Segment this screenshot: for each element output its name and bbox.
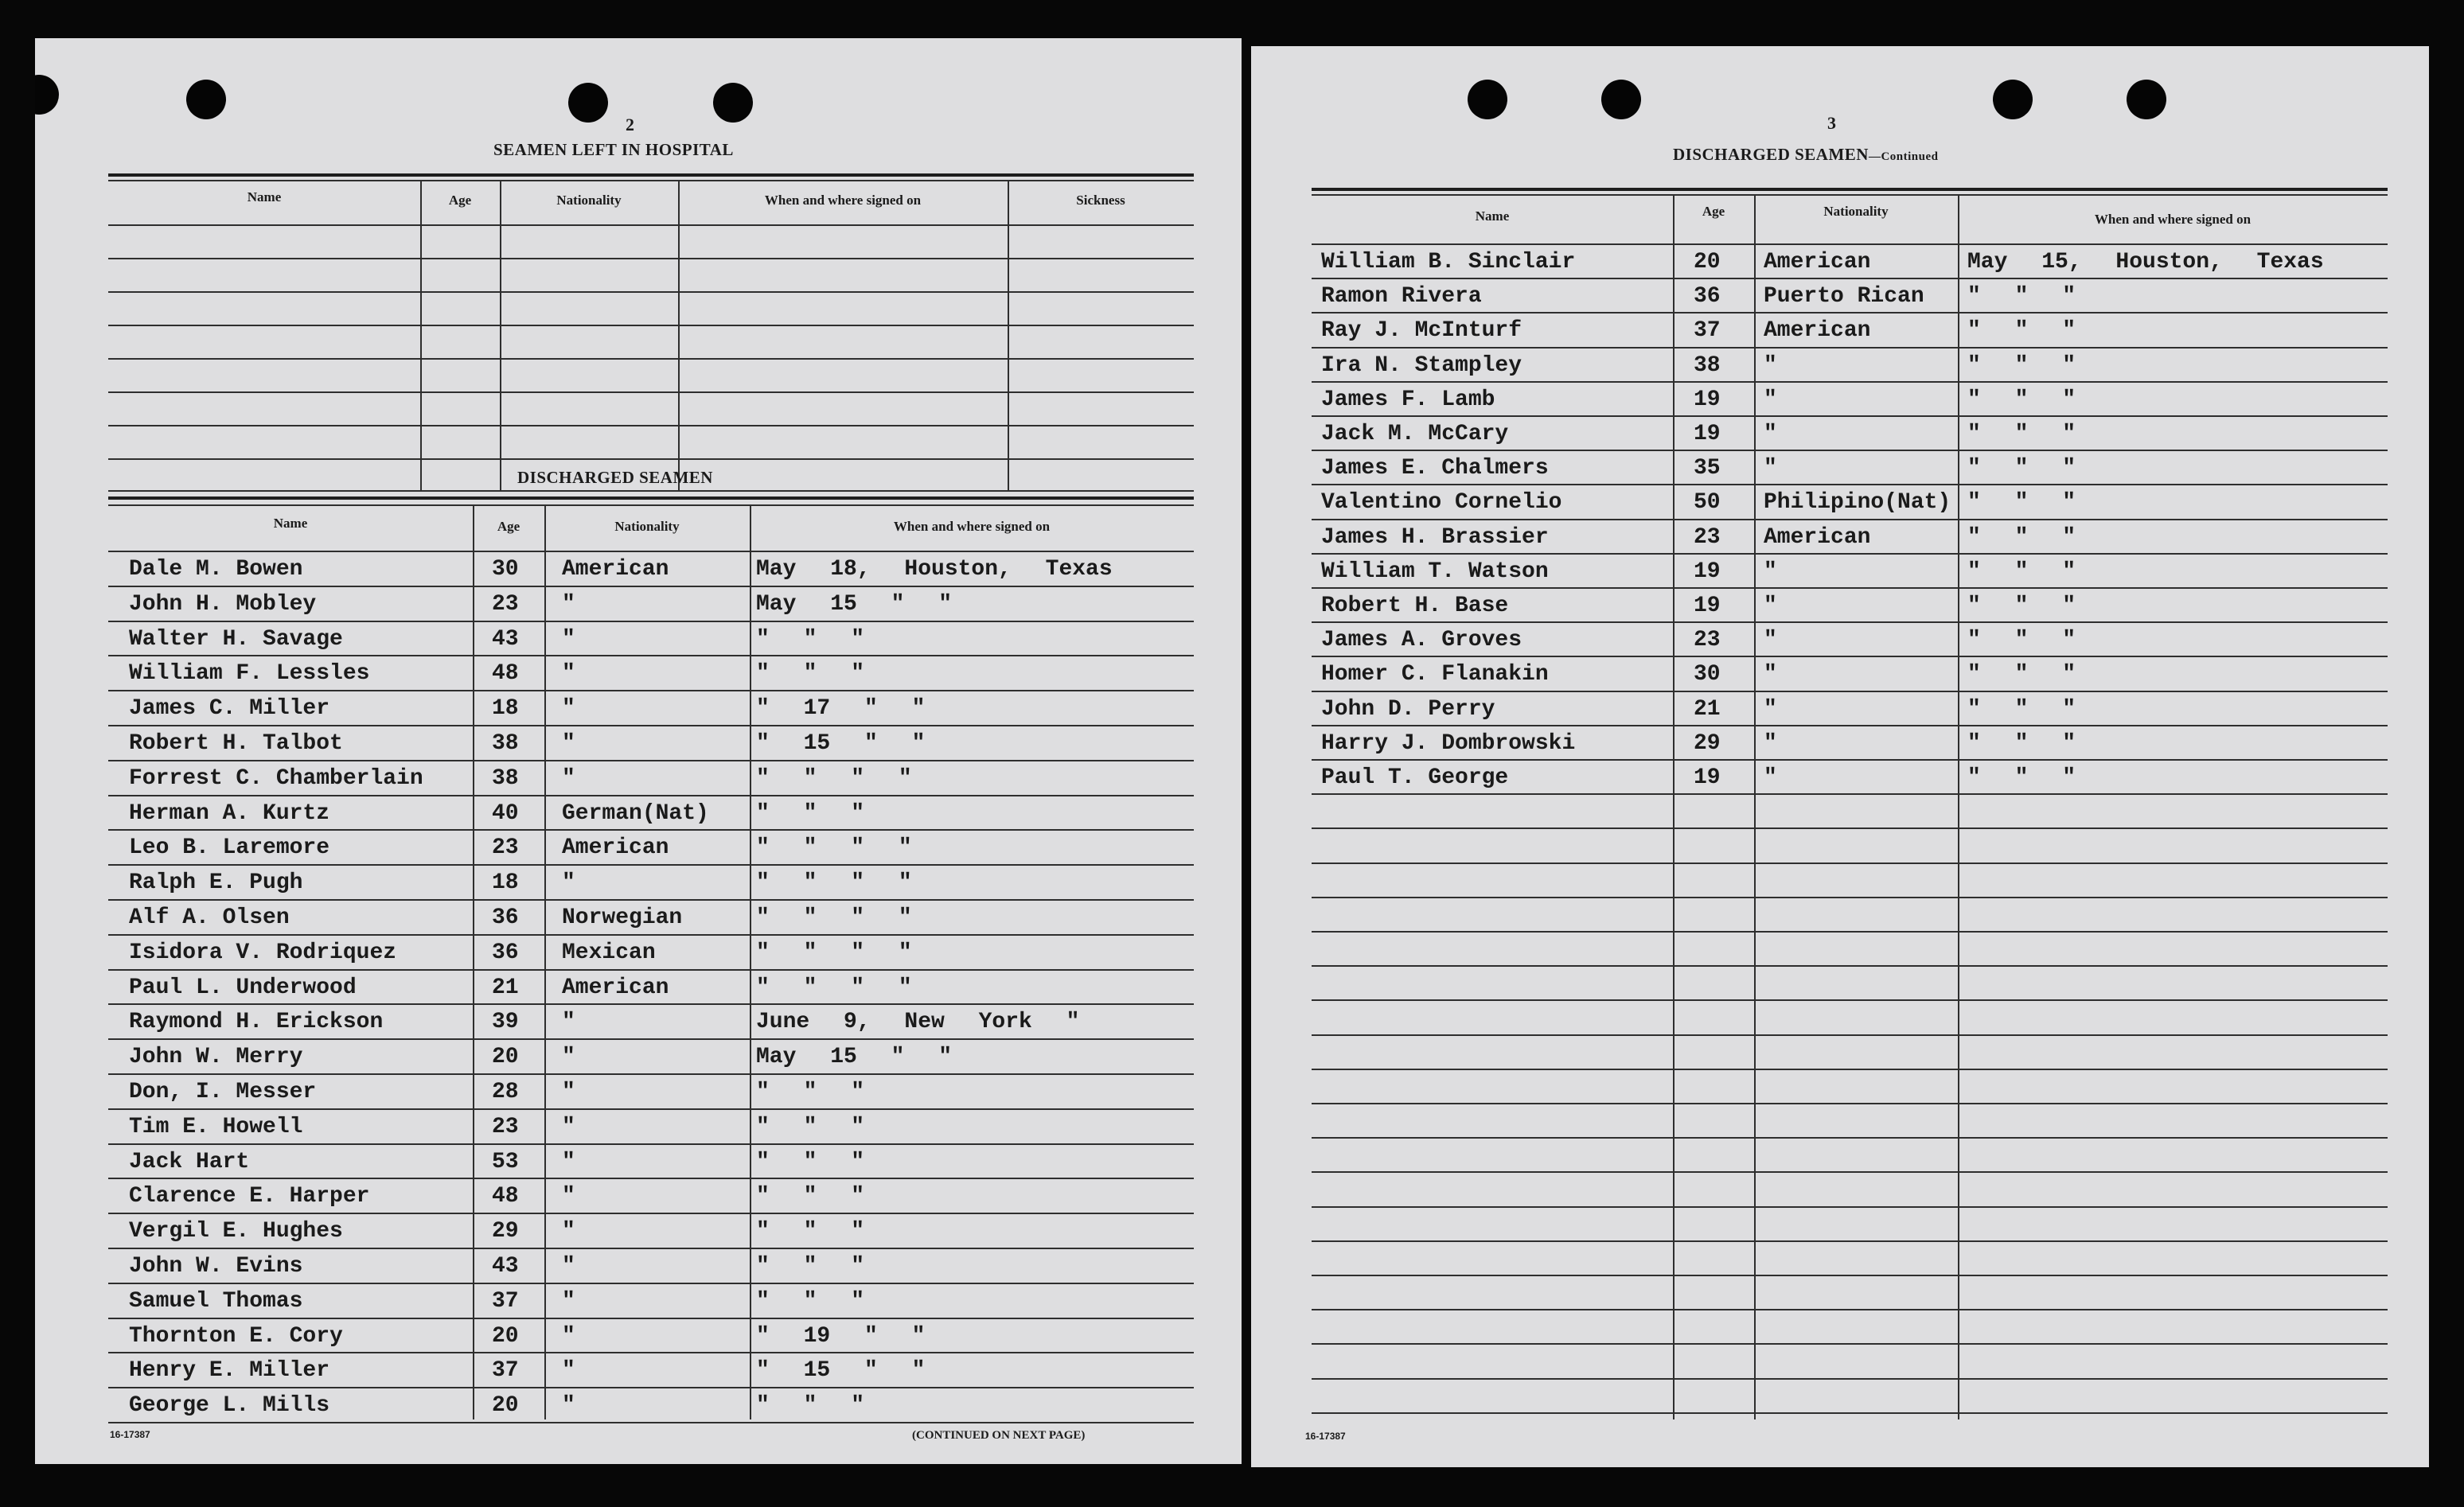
seaman-age: 19 [1694, 594, 1721, 618]
form-number: 16-17387 [1305, 1431, 1346, 1442]
discharged-section-title: DISCHARGED SEAMEN [517, 468, 713, 487]
section-title-suffix: —Continued [1868, 150, 1939, 163]
seaman-age: 40 [492, 800, 519, 826]
seaman-age: 36 [1694, 284, 1721, 310]
seaman-name: Henry E. Miller [129, 1358, 330, 1384]
seaman-signed-on: " " " [756, 1149, 865, 1174]
col-header-age: Age [497, 519, 520, 534]
seaman-age: 37 [492, 1288, 519, 1314]
seaman-signed-on: " 17 " " [756, 696, 926, 722]
seaman-signed-on: " " " [756, 800, 865, 826]
seaman-age: 43 [492, 1254, 519, 1279]
seaman-age: 29 [1694, 730, 1721, 756]
seaman-nationality: " [1764, 765, 1777, 790]
seaman-nationality: " [562, 1393, 575, 1419]
seaman-name: Tim E. Howell [129, 1114, 303, 1139]
seaman-name: John D. Perry [1321, 696, 1495, 722]
col-header-age: Age [1702, 204, 1725, 219]
seaman-name: James H. Brassier [1321, 524, 1549, 550]
seaman-signed-on: " " " [1967, 696, 2076, 722]
seaman-age: 38 [492, 765, 519, 791]
seaman-signed-on: " " " " [756, 905, 912, 930]
seaman-age: 19 [1694, 559, 1721, 584]
punch-hole-icon [186, 80, 226, 119]
seaman-nationality: " [1764, 730, 1777, 756]
seaman-signed-on: " " " [1967, 730, 2076, 756]
seaman-age: 23 [1694, 524, 1721, 550]
seaman-nationality: German(Nat) [562, 800, 709, 826]
seaman-age: 19 [1694, 422, 1721, 446]
seaman-age: 30 [492, 557, 519, 582]
section-title-main: DISCHARGED SEAMEN [1673, 145, 1869, 164]
seaman-nationality: " [562, 1254, 575, 1279]
seaman-signed-on: " " " [1967, 490, 2076, 516]
seaman-signed-on: " " " [1967, 765, 2076, 790]
seaman-nationality: " [1764, 662, 1777, 687]
col-header-name: Name [273, 516, 308, 531]
seaman-name: Alf A. Olsen [129, 905, 290, 930]
seaman-age: 20 [492, 1393, 519, 1419]
seaman-nationality: " [562, 696, 575, 722]
seaman-name: William B. Sinclair [1321, 250, 1576, 275]
continued-note: (CONTINUED ON NEXT PAGE) [912, 1429, 1086, 1442]
seaman-age: 35 [1694, 456, 1721, 481]
seaman-signed-on: " " " [1967, 628, 2076, 653]
seaman-age: 20 [1694, 250, 1721, 275]
seaman-age: 48 [492, 1184, 519, 1209]
seaman-name: Harry J. Dombrowski [1321, 730, 1576, 756]
seaman-name: James A. Groves [1321, 628, 1522, 653]
seaman-nationality: " [1764, 456, 1777, 481]
seaman-nationality: " [562, 591, 575, 617]
seaman-name: Robert H. Talbot [129, 731, 343, 756]
seaman-age: 36 [492, 940, 519, 965]
seaman-signed-on: " " " [756, 1114, 865, 1139]
seaman-signed-on: " 19 " " [756, 1323, 926, 1349]
col-header-nationality: Nationality [556, 193, 622, 208]
seaman-name: Clarence E. Harper [129, 1184, 370, 1209]
seaman-signed-on: " " " [1967, 524, 2076, 550]
seaman-nationality: American [562, 835, 669, 861]
seaman-name: Raymond H. Erickson [129, 1010, 384, 1035]
seaman-nationality: Philipino(Nat) [1764, 490, 1951, 516]
hospital-section-title: SEAMEN LEFT IN HOSPITAL [493, 140, 734, 159]
seaman-age: 48 [492, 661, 519, 687]
seaman-signed-on: " " " [756, 1288, 865, 1314]
seaman-age: 28 [492, 1080, 519, 1104]
seaman-name: John W. Evins [129, 1254, 303, 1279]
seaman-name: Don, I. Messer [129, 1080, 317, 1104]
seaman-age: 38 [1694, 352, 1721, 378]
seaman-name: Herman A. Kurtz [129, 800, 330, 826]
seaman-signed-on: " " " [1967, 284, 2076, 310]
seaman-name: Samuel Thomas [129, 1288, 303, 1314]
seaman-signed-on: " " " [1967, 318, 2076, 344]
seaman-signed-on: " 15 " " [756, 1358, 926, 1384]
seaman-name: William T. Watson [1321, 559, 1549, 584]
seaman-name: Jack Hart [129, 1149, 250, 1174]
seaman-name: James E. Chalmers [1321, 456, 1549, 481]
seaman-name: John H. Mobley [129, 591, 317, 617]
seaman-signed-on: " " " " [756, 975, 912, 1000]
right-page [1251, 46, 2429, 1467]
seaman-nationality: " [1764, 696, 1777, 722]
col-header-signed-on: When and where signed on [764, 193, 922, 208]
seaman-name: Jack M. McCary [1321, 422, 1509, 446]
seaman-signed-on: June 9, New York " [756, 1010, 1080, 1035]
seaman-age: 20 [492, 1323, 519, 1349]
seaman-signed-on: " " " [1967, 559, 2076, 584]
page-number: 3 [1827, 113, 1836, 133]
punch-hole-icon [713, 83, 753, 123]
seaman-nationality: " [562, 765, 575, 791]
seaman-name: Isidora V. Rodriquez [129, 940, 397, 965]
seaman-name: Dale M. Bowen [129, 557, 303, 582]
seaman-name: Walter H. Savage [129, 626, 343, 652]
seaman-signed-on: " " " [756, 1254, 865, 1279]
seaman-signed-on: " " " [1967, 387, 2076, 412]
seaman-signed-on: " " " [1967, 352, 2076, 378]
left-page [35, 38, 1242, 1464]
seaman-nationality: " [562, 1323, 575, 1349]
seaman-signed-on: " " " [1967, 456, 2076, 481]
seaman-name: Forrest C. Chamberlain [129, 765, 423, 791]
seaman-nationality: " [562, 870, 575, 896]
seaman-age: 39 [492, 1010, 519, 1035]
seaman-nationality: " [1764, 594, 1777, 618]
seaman-nationality: Puerto Rican [1764, 284, 1924, 310]
seaman-signed-on: " " " [1967, 662, 2076, 687]
seaman-age: 20 [492, 1045, 519, 1070]
seaman-signed-on: " " " [756, 1219, 865, 1244]
seaman-nationality: " [1764, 628, 1777, 653]
punch-hole-icon [1601, 80, 1641, 119]
seaman-name: Paul T. George [1321, 765, 1509, 790]
seaman-nationality: American [1764, 524, 1871, 550]
seaman-nationality: " [562, 661, 575, 687]
seaman-nationality: American [562, 557, 669, 582]
seaman-age: 18 [492, 870, 519, 896]
seaman-name: Ray J. McInturf [1321, 318, 1522, 344]
seaman-age: 53 [492, 1149, 519, 1174]
seaman-nationality: American [1764, 318, 1871, 344]
seaman-name: Ramon Rivera [1321, 284, 1482, 310]
seaman-age: 19 [1694, 387, 1721, 412]
page-number: 2 [626, 115, 634, 134]
seaman-nationality: " [562, 1149, 575, 1174]
seaman-nationality: Mexican [562, 940, 656, 965]
col-header-age: Age [448, 193, 472, 208]
seaman-name: Robert H. Base [1321, 594, 1509, 618]
seaman-nationality: " [562, 1010, 575, 1035]
seaman-nationality: American [562, 975, 669, 1000]
seaman-name: Ralph E. Pugh [129, 870, 303, 896]
seaman-age: 18 [492, 696, 519, 722]
seaman-nationality: " [562, 1184, 575, 1209]
seaman-nationality: " [562, 1114, 575, 1139]
seaman-age: 43 [492, 626, 519, 652]
seaman-age: 30 [1694, 662, 1721, 687]
seaman-nationality: " [1764, 422, 1777, 446]
seaman-signed-on: " " " " [756, 940, 912, 965]
seaman-name: Paul L. Underwood [129, 975, 357, 1000]
punch-hole-icon [35, 75, 59, 115]
seaman-nationality: " [1764, 352, 1777, 378]
seaman-nationality: " [562, 731, 575, 756]
seaman-nationality: " [1764, 387, 1777, 412]
col-header-name: Name [247, 189, 282, 204]
seaman-nationality: " [562, 1080, 575, 1104]
seaman-age: 23 [492, 835, 519, 861]
punch-hole-icon [2127, 80, 2166, 119]
seaman-signed-on: " " " [756, 1393, 865, 1419]
seaman-age: 37 [492, 1358, 519, 1384]
seaman-signed-on: May 18, Houston, Texas [756, 557, 1113, 582]
seaman-nationality: " [562, 1288, 575, 1314]
seaman-name: Valentino Cornelio [1321, 490, 1562, 516]
seaman-name: Homer C. Flanakin [1321, 662, 1549, 687]
seaman-signed-on: " " " [756, 661, 865, 687]
seaman-nationality: Norwegian [562, 905, 683, 930]
seaman-nationality: " [562, 626, 575, 652]
seaman-age: 21 [1694, 696, 1721, 722]
seaman-signed-on: " " " " [756, 765, 912, 791]
seaman-name: Leo B. Laremore [129, 835, 330, 861]
punch-hole-icon [1468, 80, 1507, 119]
section-title [1673, 145, 1938, 165]
seaman-signed-on: " 15 " " [756, 731, 926, 756]
punch-hole-icon [568, 83, 608, 123]
seaman-age: 50 [1694, 490, 1721, 516]
col-header-nationality: Nationality [614, 519, 680, 534]
col-header-signed-on: When and where signed on [2094, 212, 2252, 227]
seaman-signed-on: May 15, Houston, Texas [1967, 250, 2324, 275]
seaman-signed-on: " " " [1967, 594, 2076, 618]
seaman-name: John W. Merry [129, 1045, 303, 1070]
seaman-nationality: " [562, 1358, 575, 1384]
col-header-nationality: Nationality [1823, 204, 1889, 219]
seaman-age: 23 [1694, 628, 1721, 653]
seaman-name: William F. Lessles [129, 661, 370, 687]
col-header-name: Name [1475, 208, 1510, 224]
seaman-signed-on: " " " [756, 626, 865, 652]
seaman-name: James F. Lamb [1321, 387, 1495, 412]
col-header-signed-on: When and where signed on [893, 519, 1051, 534]
seaman-signed-on: " " " " [756, 870, 912, 896]
form-number: 16-17387 [110, 1429, 150, 1440]
seaman-nationality: " [562, 1045, 575, 1070]
seaman-name: Vergil E. Hughes [129, 1219, 343, 1244]
seaman-age: 21 [492, 975, 519, 1000]
seaman-signed-on: " " " [756, 1080, 865, 1104]
seaman-name: Ira N. Stampley [1321, 352, 1522, 378]
seaman-age: 23 [492, 591, 519, 617]
seaman-signed-on: " " " " [756, 835, 912, 861]
seaman-signed-on: " " " [1967, 422, 2076, 446]
seaman-nationality: American [1764, 250, 1871, 275]
seaman-age: 36 [492, 905, 519, 930]
seaman-age: 38 [492, 731, 519, 756]
seaman-nationality: " [562, 1219, 575, 1244]
seaman-name: James C. Miller [129, 696, 330, 722]
punch-hole-icon [1993, 80, 2033, 119]
seaman-signed-on: May 15 " " [756, 591, 953, 617]
seaman-nationality: " [1764, 559, 1777, 584]
seaman-signed-on: " " " [756, 1184, 865, 1209]
seaman-signed-on: May 15 " " [756, 1045, 953, 1070]
seaman-name: George L. Mills [129, 1393, 330, 1419]
seaman-age: 29 [492, 1219, 519, 1244]
seaman-age: 23 [492, 1114, 519, 1139]
seaman-age: 19 [1694, 765, 1721, 790]
col-header-sickness: Sickness [1076, 193, 1125, 208]
seaman-age: 37 [1694, 318, 1721, 344]
seaman-name: Thornton E. Cory [129, 1323, 343, 1349]
